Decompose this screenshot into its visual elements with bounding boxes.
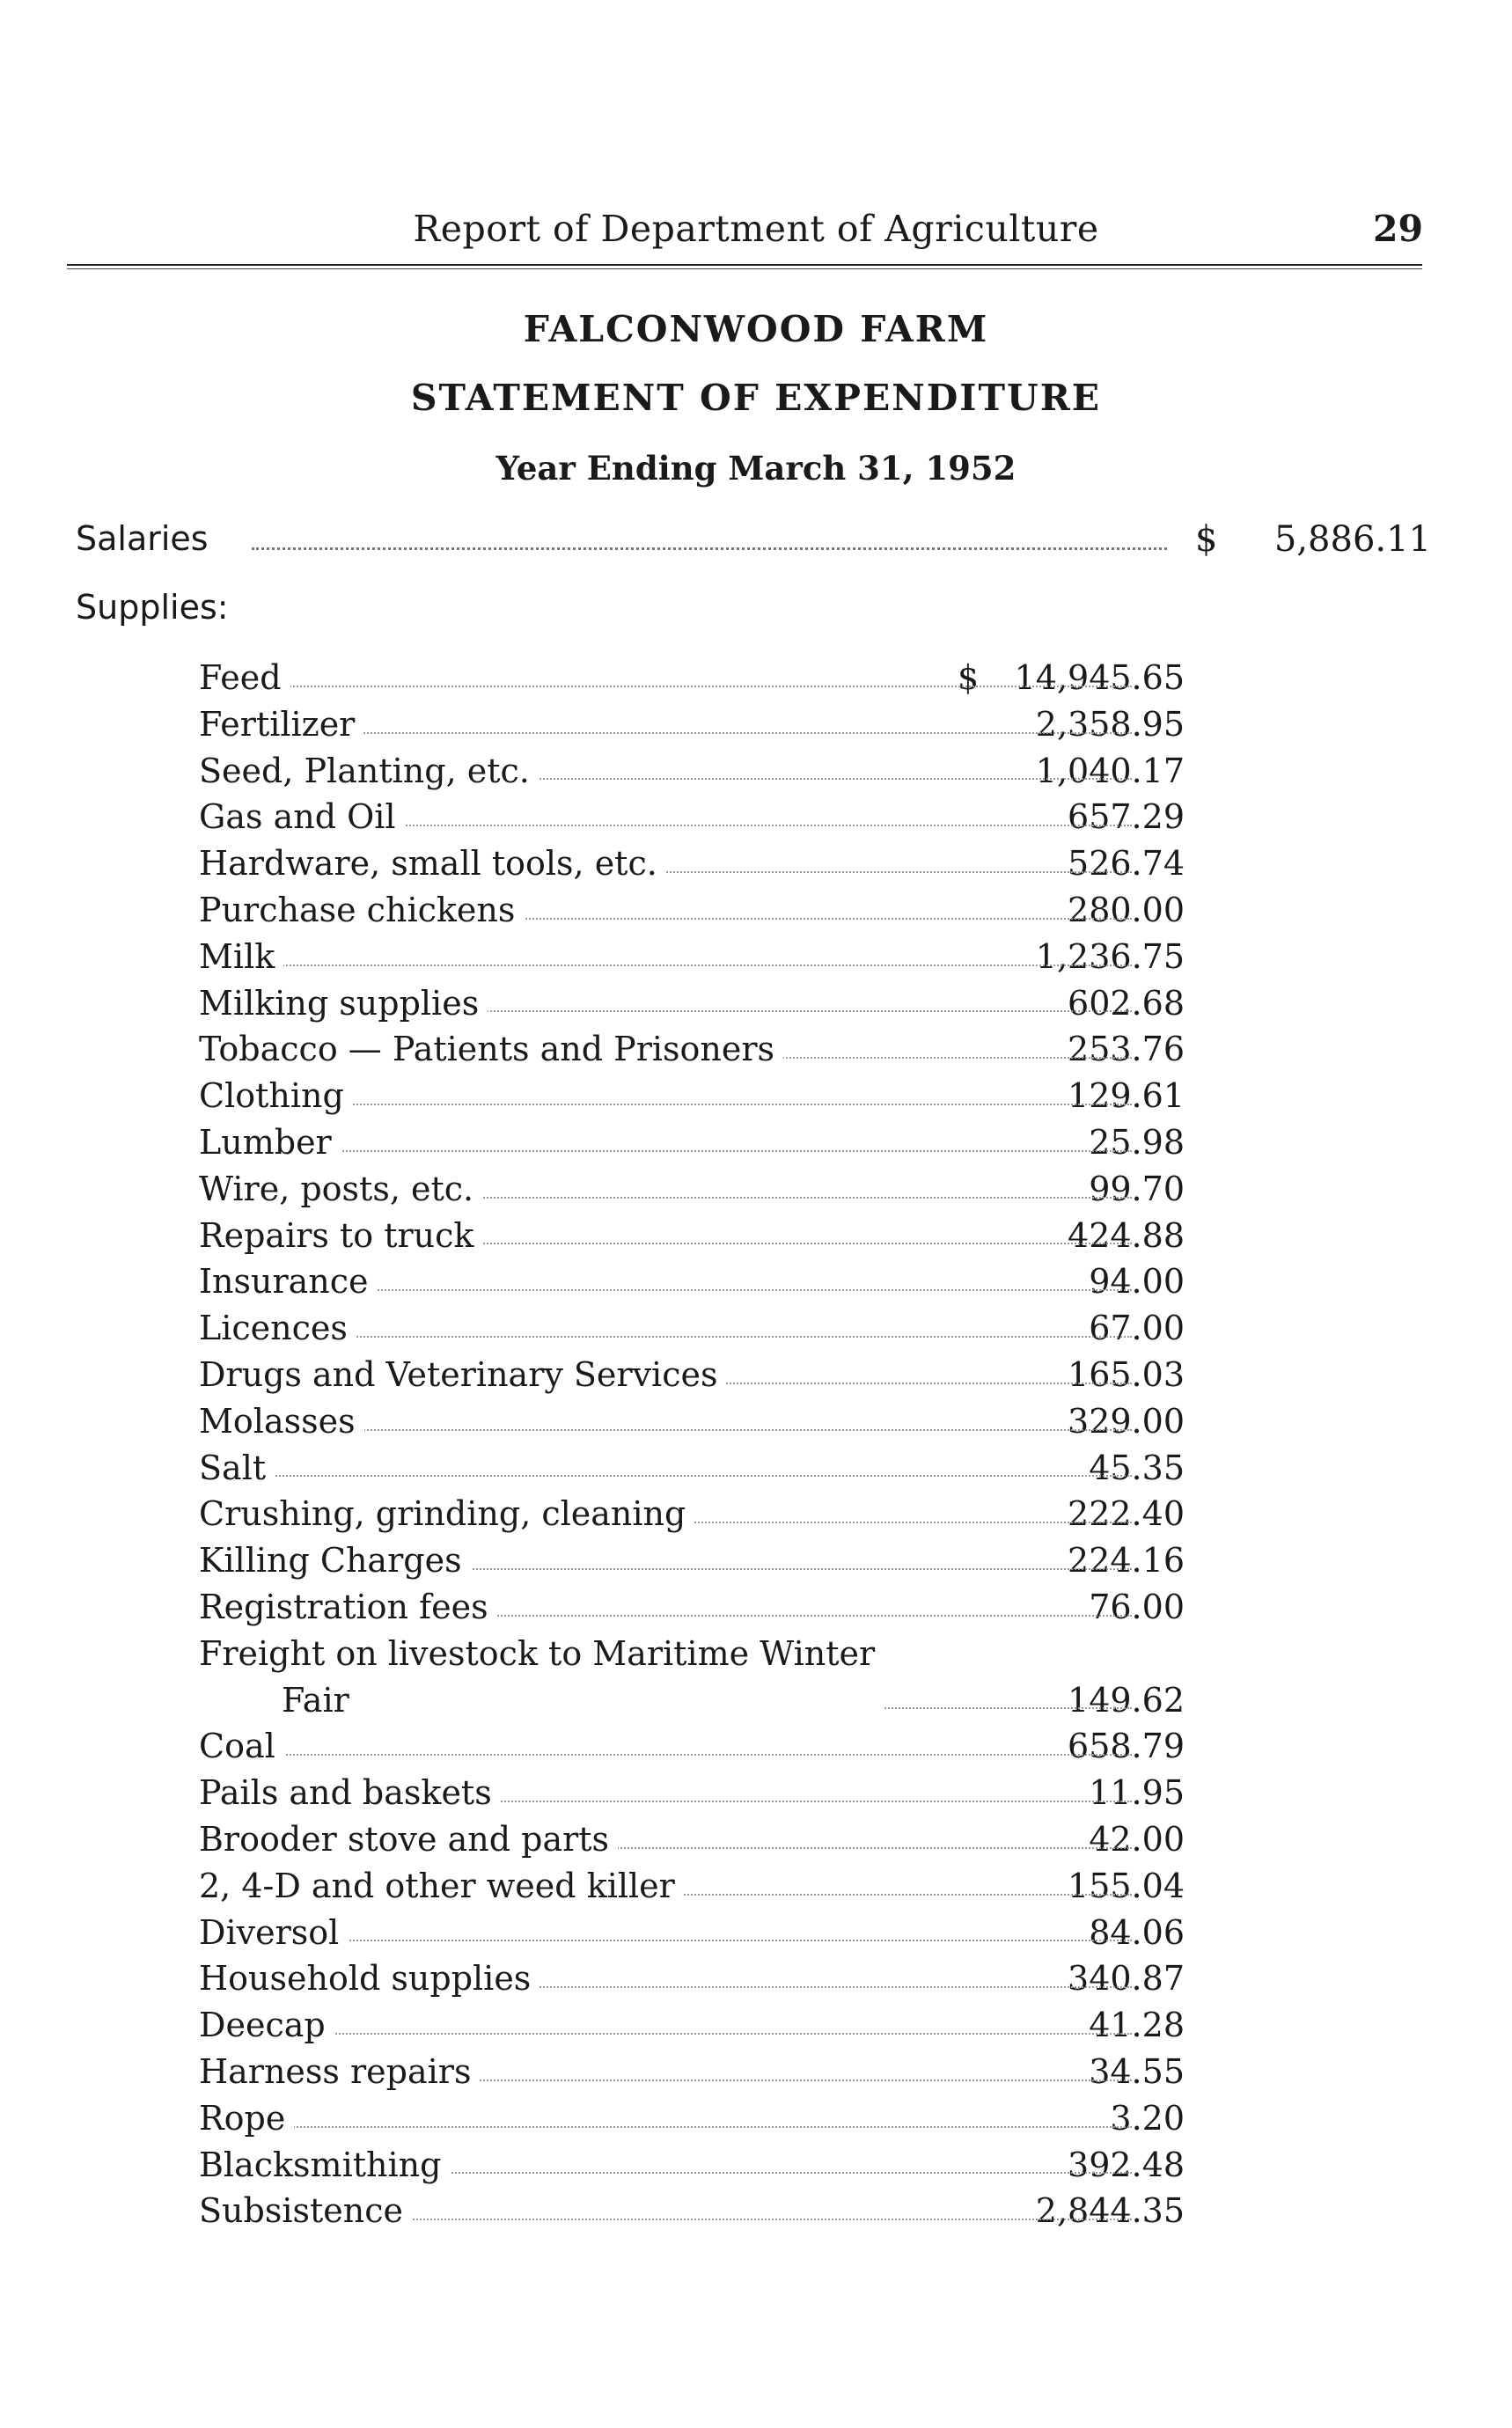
- item-amount: 340.87: [1068, 1959, 1185, 1999]
- table-row: [199, 1770, 1185, 1816]
- table-row: [199, 1398, 1185, 1445]
- item-label: [199, 748, 539, 795]
- table-row: [199, 1119, 1185, 1166]
- item-label-text: Coal: [199, 1727, 275, 1766]
- table-row: [199, 1723, 1185, 1770]
- item-label: [199, 2188, 412, 2234]
- item-label: [199, 2095, 294, 2142]
- item-label-text: Clothing: [199, 1076, 344, 1116]
- item-amount: 94.00: [1089, 1262, 1185, 1302]
- item-label: [199, 934, 283, 980]
- item-label-text: Fertilizer: [199, 704, 356, 744]
- item-label: [199, 1398, 364, 1445]
- table-row: [199, 1213, 1185, 1259]
- item-label: [199, 2142, 450, 2189]
- statement-title: STATEMENT OF EXPENDITURE: [410, 377, 1102, 419]
- item-label-text: Milk: [199, 936, 275, 976]
- item-label-text: Purchase chickens: [199, 890, 516, 929]
- table-row: [199, 655, 1185, 701]
- table-row: [199, 1166, 1185, 1213]
- dot-leader: [252, 1150, 1132, 1152]
- supplies-heading: Supplies:: [76, 588, 229, 627]
- item-amount: 155.04: [1068, 1866, 1185, 1905]
- dot-leader: [252, 1475, 1132, 1477]
- table-row: [199, 748, 1185, 795]
- dot-leader: [252, 686, 1132, 687]
- table-row: [199, 1955, 1185, 2002]
- item-amount: 14,945.65: [1014, 658, 1185, 697]
- table-row: [199, 980, 1185, 1027]
- table-row: [199, 1445, 1185, 1492]
- item-label-text: Tobacco — Patients and Prisoners: [199, 1030, 775, 1069]
- item-amount: 424.88: [1068, 1215, 1185, 1255]
- item-label: [199, 1910, 348, 1956]
- item-label: [199, 2049, 480, 2095]
- salaries-currency: $: [1195, 519, 1218, 560]
- running-head: [0, 208, 1512, 260]
- salaries-label: Salaries: [76, 519, 209, 558]
- item-amount: 42.00: [1089, 1819, 1185, 1859]
- item-label: [199, 1537, 471, 1584]
- item-label-text: Registration fees: [199, 1587, 488, 1626]
- item-label: [199, 1026, 783, 1073]
- table-row: [199, 794, 1185, 840]
- dot-leader: [252, 1336, 1132, 1338]
- item-amount: 2,358.95: [1035, 704, 1185, 744]
- item-amount: 658.79: [1068, 1727, 1185, 1766]
- item-label: [199, 1584, 497, 1631]
- item-label: [199, 980, 488, 1027]
- table-row: [199, 1026, 1185, 1073]
- item-label-text: Molasses: [199, 1401, 356, 1441]
- item-label-text: Milking supplies: [199, 983, 480, 1023]
- item-amount: 34.55: [1089, 2051, 1185, 2091]
- table-row: [199, 2142, 1185, 2189]
- table-row: [199, 2188, 1185, 2234]
- dot-leader: [252, 2033, 1132, 2035]
- page-number: 29: [1373, 208, 1424, 250]
- table-row: [199, 701, 1185, 748]
- supplies-list: [199, 655, 1185, 2234]
- table-row: [199, 1491, 1185, 1537]
- running-title: Report of Department of Agriculture: [413, 208, 1099, 250]
- item-label-continuation: Fair: [282, 1680, 349, 1720]
- item-amount: 329.00: [1068, 1401, 1185, 1441]
- item-label: [199, 1258, 378, 1305]
- item-amount: 1,236.75: [1035, 936, 1185, 976]
- item-label: [199, 840, 666, 887]
- item-amount: 149.62: [1068, 1680, 1185, 1720]
- item-amount: 526.74: [1068, 844, 1185, 884]
- item-amount: 657.29: [1068, 797, 1185, 837]
- dot-leader: [252, 547, 1167, 550]
- table-row: [199, 1863, 1185, 1910]
- item-label-text: Hardware, small tools, etc.: [199, 844, 657, 884]
- table-row: [199, 1537, 1185, 1584]
- item-label-text: Rope: [199, 2098, 286, 2138]
- item-label-text: Deecap: [199, 2006, 326, 2045]
- table-row: [199, 1910, 1185, 1956]
- item-label-text: Salt: [199, 1448, 267, 1487]
- table-row: [199, 1352, 1185, 1398]
- item-label-text: Blacksmithing: [199, 2145, 442, 2184]
- table-row: [199, 2049, 1185, 2095]
- item-amount: 41.28: [1089, 2006, 1185, 2045]
- item-label: [199, 1445, 275, 1492]
- item-amount: 67.00: [1089, 1309, 1185, 1348]
- item-label-text: Household supplies: [199, 1959, 532, 1999]
- item-amount: 129.61: [1068, 1076, 1185, 1116]
- item-label-text: Killing Charges: [199, 1541, 462, 1581]
- dot-leader: [252, 1104, 1132, 1105]
- header-rule-secondary: [67, 268, 1422, 269]
- item-label: [199, 1955, 539, 2002]
- item-label-text: Wire, posts, etc.: [199, 1169, 474, 1208]
- item-label: [199, 701, 363, 748]
- item-amount: 602.68: [1068, 983, 1185, 1023]
- period-subtitle: Year Ending March 31, 1952: [495, 449, 1017, 488]
- item-amount: 280.00: [1068, 890, 1185, 929]
- item-label: [199, 1723, 284, 1770]
- farm-title: FALCONWOOD FARM: [523, 308, 989, 350]
- table-row: [199, 1816, 1185, 1863]
- item-amount: 222.40: [1068, 1494, 1185, 1534]
- table-row: [199, 1631, 1185, 1724]
- dot-leader: [252, 1754, 1132, 1756]
- item-label: [199, 1073, 353, 1119]
- item-label-text: Feed: [199, 658, 282, 697]
- item-label: [199, 794, 405, 840]
- dot-leader: [252, 1289, 1132, 1291]
- dot-leader: [252, 965, 1132, 966]
- item-label-text: 2, 4-D and other weed killer: [199, 1866, 675, 1905]
- item-amount: 2,844.35: [1035, 2191, 1185, 2231]
- item-label-text: Crushing, grinding, cleaning: [199, 1494, 686, 1534]
- item-label-text: Drugs and Veterinary Services: [199, 1354, 718, 1394]
- item-label: [199, 887, 524, 934]
- item-label-text: Seed, Planting, etc.: [199, 751, 530, 790]
- item-label: [199, 1770, 501, 1816]
- dot-leader: [252, 1429, 1132, 1431]
- item-label: [199, 2002, 334, 2049]
- item-amount: 84.06: [1089, 1912, 1185, 1952]
- item-label: [199, 1305, 356, 1352]
- table-row: [199, 1073, 1185, 1119]
- salaries-amount: 5,886.11: [1273, 519, 1431, 560]
- item-amount: 224.16: [1068, 1541, 1185, 1581]
- table-row: [199, 1305, 1185, 1352]
- item-amount: 11.95: [1089, 1773, 1185, 1813]
- item-amount: 99.70: [1089, 1169, 1185, 1208]
- item-label-text: Diversol: [199, 1912, 340, 1952]
- item-label-text: Harness repairs: [199, 2051, 472, 2091]
- item-label-text: Pails and baskets: [199, 1773, 492, 1813]
- item-currency: $: [958, 658, 980, 697]
- item-amount: 45.35: [1089, 1448, 1185, 1487]
- dot-leader: [252, 1940, 1132, 1941]
- item-label: [199, 1213, 482, 1259]
- item-amount: 165.03: [1068, 1354, 1185, 1394]
- table-row: [199, 1584, 1185, 1631]
- table-row: [199, 887, 1185, 934]
- item-label: [199, 1491, 694, 1537]
- dot-leader: [252, 732, 1132, 734]
- item-label: [199, 1863, 684, 1910]
- dot-leader: [252, 2126, 1132, 2128]
- item-amount: 76.00: [1089, 1587, 1185, 1626]
- item-label-text: Subsistence: [199, 2191, 403, 2231]
- item-label-text: Licences: [199, 1309, 348, 1348]
- table-row: [199, 2002, 1185, 2049]
- item-amount: 3.20: [1110, 2098, 1185, 2138]
- item-label-text: Gas and Oil: [199, 797, 396, 837]
- table-row: [199, 934, 1185, 980]
- item-label-text: Brooder stove and parts: [199, 1819, 610, 1859]
- item-label: [199, 1816, 618, 1863]
- item-label-text: Repairs to truck: [199, 1215, 474, 1255]
- salaries-line: [76, 519, 1431, 563]
- header-rule: [67, 264, 1422, 266]
- item-label: [199, 1119, 341, 1166]
- item-label-text: Lumber: [199, 1122, 332, 1162]
- item-label: [199, 1631, 884, 1724]
- item-amount: 253.76: [1068, 1030, 1185, 1069]
- table-row: [199, 840, 1185, 887]
- item-label: [199, 1166, 482, 1213]
- item-amount: 392.48: [1068, 2145, 1185, 2184]
- item-label-text: Insurance: [199, 1262, 369, 1302]
- item-label: [199, 1352, 726, 1398]
- item-label-text: Freight on livestock to Maritime Winter: [199, 1633, 876, 1673]
- item-label: [199, 655, 290, 701]
- item-amount: 1,040.17: [1035, 751, 1185, 790]
- table-row: [199, 2095, 1185, 2142]
- table-row: [199, 1258, 1185, 1305]
- item-amount: 25.98: [1089, 1122, 1185, 1162]
